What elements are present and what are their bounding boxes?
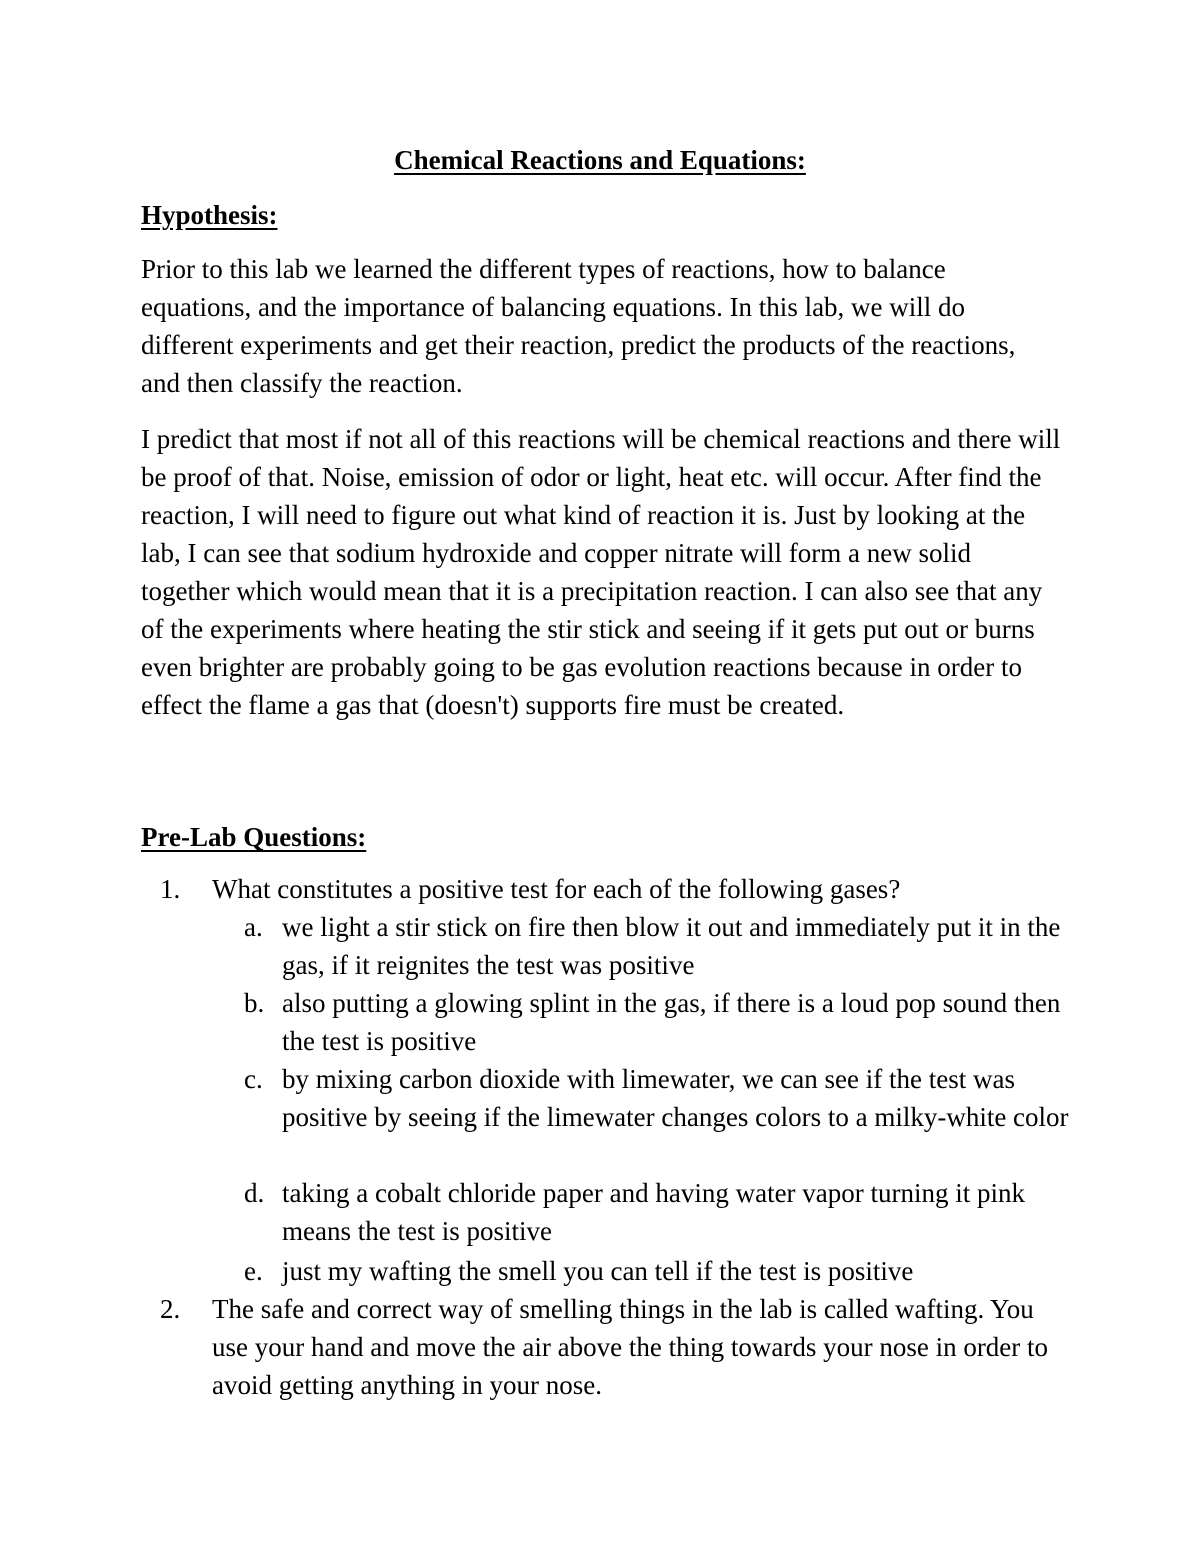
answer-letter: c. [244, 1064, 263, 1094]
answer-text: just my wafting the smell you can tell if the test is positive [282, 1256, 914, 1286]
answer-text: taking a cobalt chloride paper and having water vapor turning it pink means the test is positive [282, 1178, 1026, 1246]
question-text: The safe and correct way of smelling things in the lab is called wafting. You use your hand and move the air above the thing towards your nose in order to avoid getting anything in your nose. [212, 1294, 1049, 1400]
answer-text: we light a stir stick on fire then blow it out and immediately put it in the gas, if it reignites the test was positive [282, 912, 1061, 980]
answer-letter: d. [244, 1178, 265, 1208]
hypothesis-paragraph-2: I predict that most if not all of this reactions will be chemical reactions and there will be proof of that. Noise, emission of odor or light, heat etc. will occur. After find the reaction, I will need to figure out what kind of reaction it is. Just by looking at the lab, I can see that sodium hydroxide and copper nitrate will form a new solid together which would mean that it is a precipitation reaction. I can also see that any of the experiments where heating the stir stick and seeing if it gets put out or burns even brighter are probably going to be gas evolution reactions because in order to effect the flame a gas that (doesn't) supports fire must be created. [141, 424, 1061, 720]
answer-letter: a. [244, 912, 263, 942]
hypothesis-paragraph-1: Prior to this lab we learned the different types of reactions, how to balance equations, and the importance of balancing equations. In this lab, we will do different experiments and get their reaction, predict the products of the reactions, and then classify the reaction. [141, 254, 1016, 398]
answer-letter: e. [244, 1256, 263, 1286]
answer-text: by mixing carbon dioxide with limewater, we can see if the test was positive by seeing if the limewater changes colors to a milky-white color [282, 1064, 1069, 1132]
prelab-heading: Pre-Lab Questions: [141, 822, 367, 852]
page-title: Chemical Reactions and Equations: [394, 145, 806, 175]
question-text: What constitutes a positive test for each of the following gases? [212, 874, 901, 904]
question-number: 2. [160, 1294, 181, 1324]
hypothesis-heading: Hypothesis: [141, 200, 278, 230]
answer-text: also putting a glowing splint in the gas, if there is a loud pop sound then the test is positive [282, 988, 1061, 1056]
question-number: 1. [160, 874, 181, 904]
answer-letter: b. [244, 988, 265, 1018]
